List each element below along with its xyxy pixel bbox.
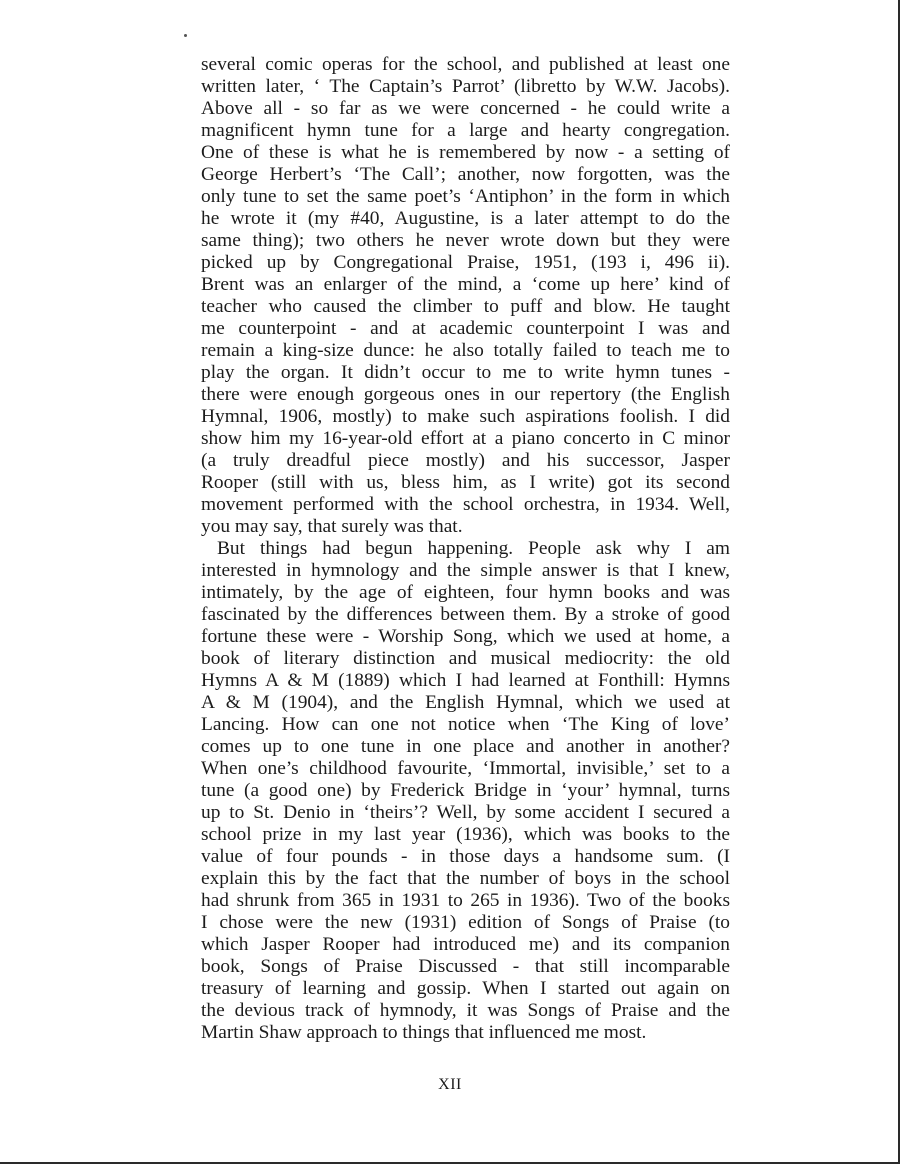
text-line: Above all - so far as we were concerned - he could write a — [201, 98, 730, 119]
text-line: play the organ. It didn’t occur to me to write hymn tunes - — [201, 362, 730, 383]
text-line: treasury of learning and gossip. When I started out again on — [201, 978, 730, 999]
text-line: tune (a good one) by Frederick Bridge in ‘your’ hymnal, turns — [201, 780, 730, 801]
text-line: (a truly dreadful piece mostly) and his successor, Jasper — [201, 450, 730, 471]
text-line: One of these is what he is remembered by now - a setting of — [201, 142, 730, 163]
text-line: fortune these were - Worship Song, which we used at home, a — [201, 626, 730, 647]
page-number: XII — [438, 1076, 462, 1093]
text-line: show him my 16-year-old effort at a piano concerto in C minor — [201, 428, 730, 449]
text-line: I chose were the new (1931) edition of Songs of Praise (to — [201, 912, 730, 933]
text-line: Lancing. How can one not notice when ‘The King of love’ — [201, 714, 730, 735]
text-line: picked up by Congregational Praise, 1951, (193 i, 496 ii). — [201, 252, 730, 273]
text-line: But things had begun happening. People ask why I am — [217, 538, 730, 559]
scan-speck — [184, 34, 187, 37]
text-line: school prize in my last year (1936), which was books to the — [201, 824, 730, 845]
paragraph-1 — [201, 54, 730, 538]
text-line: which Jasper Rooper had introduced me) and its companion — [201, 934, 730, 955]
text-line: he wrote it (my #40, Augustine, is a later attempt to do the — [201, 208, 730, 229]
text-line: Hymnal, 1906, mostly) to make such aspirations foolish. I did — [201, 406, 730, 427]
text-line: Brent was an enlarger of the mind, a ‘come up here’ kind of — [201, 274, 730, 295]
text-line: had shrunk from 365 in 1931 to 265 in 1936). Two of the books — [201, 890, 730, 911]
text-line: When one’s childhood favourite, ‘Immortal, invisible,’ set to a — [201, 758, 730, 779]
text-line: the devious track of hymnody, it was Songs of Praise and the — [201, 1000, 730, 1021]
text-line: book of literary distinction and musical mediocrity: the old — [201, 648, 730, 669]
body-text — [201, 54, 730, 1044]
text-line: several comic operas for the school, and published at least one — [201, 54, 730, 75]
text-line: comes up to one tune in one place and another in another? — [201, 736, 730, 757]
text-line: remain a king-size dunce: he also totally failed to teach me to — [201, 340, 730, 361]
text-line: value of four pounds - in those days a handsome sum. (I — [201, 846, 730, 867]
text-line: movement performed with the school orchestra, in 1934. Well, — [201, 494, 730, 515]
text-line: written later, ‘ The Captain’s Parrot’ (libretto by W.W. Jacobs). — [201, 76, 730, 97]
text-line: same thing); two others he never wrote down but they were — [201, 230, 730, 251]
text-line: book, Songs of Praise Discussed - that still incomparable — [201, 956, 730, 977]
paragraph-2 — [201, 538, 730, 1044]
text-line: teacher who caused the climber to puff and blow. He taught — [201, 296, 730, 317]
text-line: up to St. Denio in ‘theirs’? Well, by some accident I secured a — [201, 802, 730, 823]
text-line: magnificent hymn tune for a large and hearty congregation. — [201, 120, 730, 141]
text-line: you may say, that surely was that. — [201, 516, 463, 537]
text-line: intimately, by the age of eighteen, four hymn books and was — [201, 582, 730, 603]
text-line: Rooper (still with us, bless him, as I write) got its second — [201, 472, 730, 493]
text-line: there were enough gorgeous ones in our repertory (the English — [201, 384, 730, 405]
text-line: Hymns A & M (1889) which I had learned at Fonthill: Hymns — [201, 670, 730, 691]
text-line: explain this by the fact that the number of boys in the school — [201, 868, 730, 889]
text-line: fascinated by the differences between them. By a stroke of good — [201, 604, 730, 625]
text-line: A & M (1904), and the English Hymnal, which we used at — [201, 692, 730, 713]
text-line: George Herbert’s ‘The Call’; another, now forgotten, was the — [201, 164, 730, 185]
text-line: Martin Shaw approach to things that influenced me most. — [201, 1022, 647, 1043]
text-line: only tune to set the same poet’s ‘Antiphon’ in the form in which — [201, 186, 730, 207]
text-line: me counterpoint - and at academic counterpoint I was and — [201, 318, 730, 339]
text-line: interested in hymnology and the simple answer is that I knew, — [201, 560, 730, 581]
